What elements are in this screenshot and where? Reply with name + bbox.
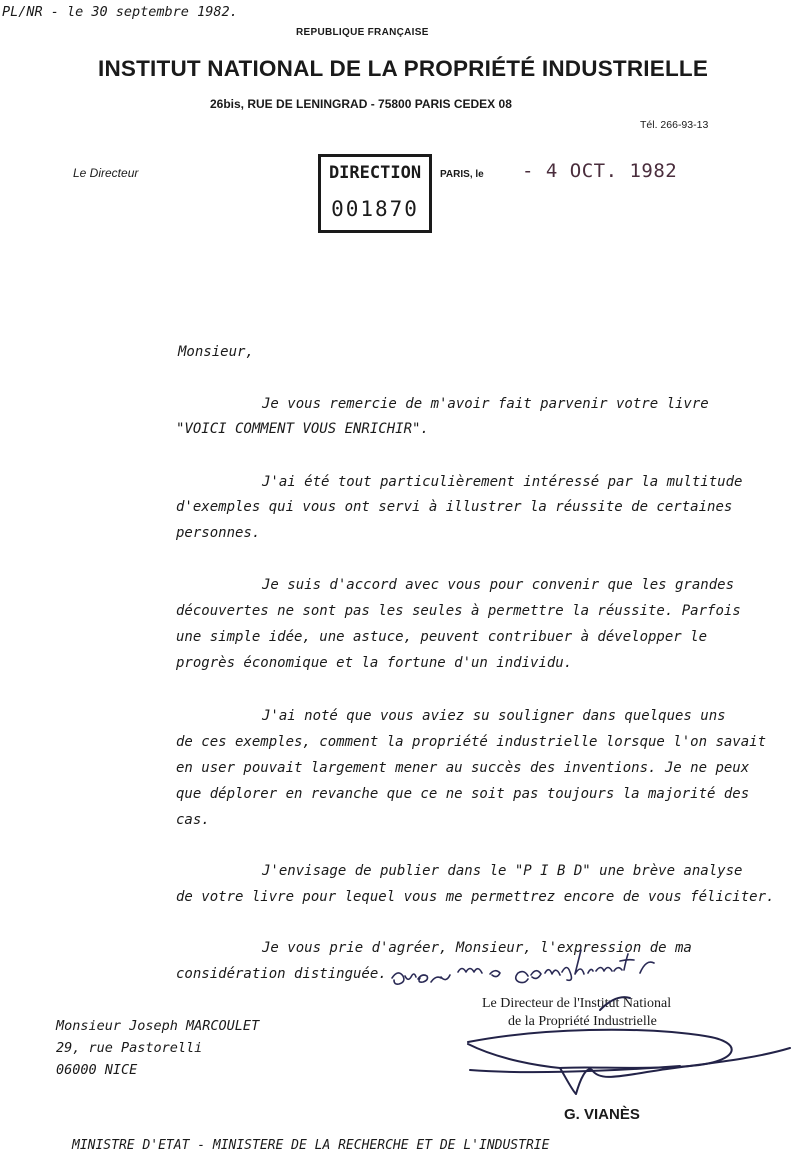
- paragraph-line: de votre livre pour lequel vous me permettrez encore de vous féliciter.: [176, 889, 775, 905]
- institute-name: INSTITUT NATIONAL DE LA PROPRIÉTÉ INDUSTRIELLE: [98, 56, 709, 81]
- paragraph-line: cas.: [176, 812, 210, 828]
- stamp-number: 001870: [331, 197, 419, 221]
- recipient-city: 06000 NICE: [56, 1062, 138, 1078]
- paragraph-line: de ces exemples, comment la propriété industrielle lorsque l'on savait: [176, 734, 767, 750]
- reference-line: PL/NR - le 30 septembre 1982.: [2, 4, 238, 20]
- director-label: Le Directeur: [73, 166, 139, 180]
- signature-title: Le Directeur de l'Institut National: [482, 996, 672, 1011]
- republic-heading: REPUBLIQUE FRANÇAISE: [296, 27, 429, 38]
- paragraph-line: "VOICI COMMENT VOUS ENRICHIR".: [176, 421, 429, 437]
- paragraph-line: Je vous remercie de m'avoir fait parvenir votre livre: [262, 396, 709, 412]
- signature-scribble: [468, 997, 790, 1094]
- footer-ministry: MINISTRE D'ETAT - MINISTERE DE LA RECHERCHE ET DE L'INDUSTRIE: [72, 1138, 550, 1153]
- telephone: Tél. 266-93-13: [640, 119, 709, 131]
- stamp-title: DIRECTION: [328, 163, 422, 183]
- dateline-place: PARIS, le: [440, 169, 484, 180]
- paragraph-line: personnes.: [176, 525, 261, 541]
- dateline-date: - 4 OCT. 1982: [522, 160, 678, 182]
- institute-address: 26bis, RUE DE LENINGRAD - 75800 PARIS CEDEX 08: [210, 97, 512, 111]
- signatory-name: G. VIANÈS: [564, 1106, 640, 1123]
- paragraph-line: Je suis d'accord avec vous pour convenir que les grandes: [262, 577, 735, 593]
- recipient-name: Monsieur Joseph MARCOULET: [56, 1018, 260, 1034]
- salutation: Monsieur,: [178, 344, 254, 360]
- paragraph-line: que déplorer en revanche que ce ne soit pas toujours la majorité des: [176, 786, 750, 802]
- paragraph-line: J'envisage de publier dans le "P I B D" une brève analyse: [262, 863, 743, 879]
- paragraph-line: en user pouvait largement mener au succès des inventions. Je ne peux: [176, 760, 750, 776]
- paragraph-line: J'ai été tout particulièrement intéressé par la multitude: [262, 474, 743, 490]
- handwritten-note: [392, 950, 654, 984]
- recipient-street: 29, rue Pastorelli: [56, 1040, 203, 1056]
- paragraph-line: d'exemples qui vous ont servi à illustrer la réussite de certaines: [176, 499, 733, 515]
- paragraph-line: J'ai noté que vous aviez su souligner dans quelques uns: [262, 708, 726, 724]
- paragraph-line: progrès économique et la fortune d'un individu.: [176, 655, 573, 671]
- paragraph-line: une simple idée, une astuce, peuvent contribuer à développer le: [176, 629, 708, 645]
- signature-title-2: de la Propriété Industrielle: [508, 1014, 657, 1029]
- paragraph-line: Je vous prie d'agréer, Monsieur, l'expression de ma: [262, 940, 692, 956]
- paragraph-line: considération distinguée.: [176, 966, 387, 982]
- paragraph-line: découvertes ne sont pas les seules à permettre la réussite. Parfois: [176, 603, 741, 619]
